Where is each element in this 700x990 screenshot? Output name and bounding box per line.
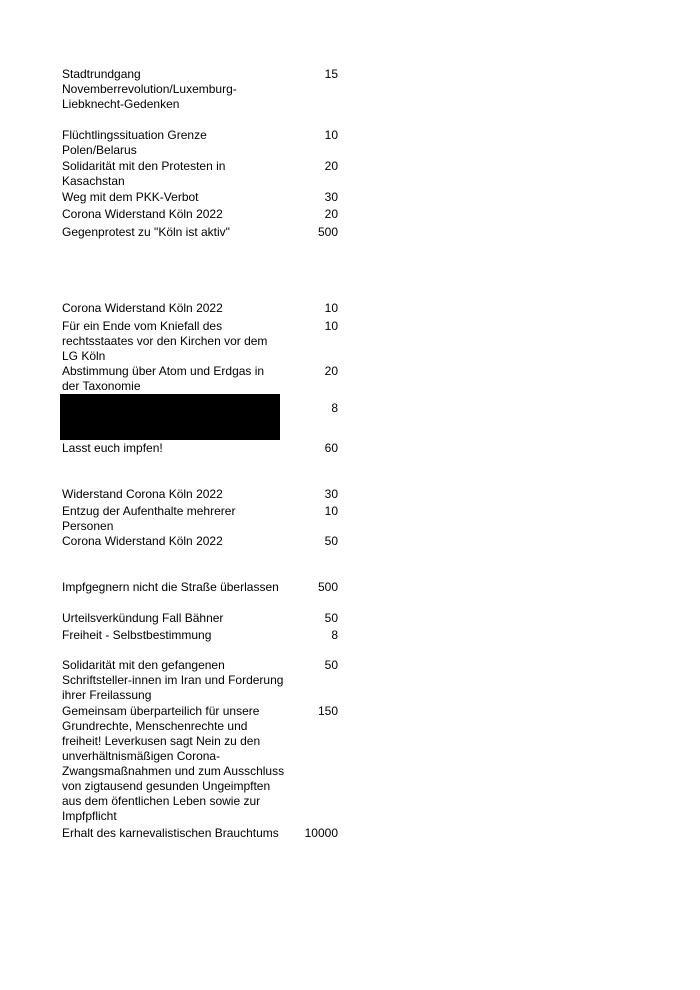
topic-text: Corona Widerstand Köln 2022 bbox=[62, 301, 223, 315]
participant-count: 15 bbox=[324, 67, 338, 81]
topic-text: Für ein Ende vom Kniefall des rechtsstaates vor den Kirchen vor dem LG Köln bbox=[62, 319, 268, 363]
participant-count: 50 bbox=[324, 658, 338, 672]
participant-count: 50 bbox=[324, 611, 338, 625]
topic-text: Lasst euch impfen! bbox=[62, 441, 163, 455]
participant-count: 150 bbox=[317, 704, 338, 718]
topic-text: Solidarität mit den gefangenen Schriftsteller-innen im Iran und Forderung ihrer Freilassung bbox=[62, 658, 284, 702]
participant-count: 30 bbox=[324, 487, 338, 501]
topic-text: Weg mit dem PKK-Verbot bbox=[62, 190, 199, 204]
topic-text: Flüchtlingssituation Grenze Polen/Belarus bbox=[62, 128, 207, 157]
participant-count: 10 bbox=[324, 128, 338, 142]
topic-text: Gemeinsam überparteilich für unsere Grundrechte, Menschenrechte und freiheit! Leverkusen sagt Nein zu den unverhältnismäßigen Corona-Zwangsmaßnahmen und zum Ausschluss von zigtausend gesunden Ungeimpften aus dem öfentlichen Leben sowie zur Impfpflicht bbox=[62, 704, 285, 823]
topic-text: Abstimmung über Atom und Erdgas in der Taxonomie bbox=[62, 364, 265, 393]
participant-count: 60 bbox=[324, 441, 338, 455]
participant-count: 500 bbox=[317, 580, 338, 594]
topic-text: Impfgegnern nicht die Straße überlassen bbox=[62, 580, 279, 594]
topic-text: Stadtrundgang Novemberrevolution/Luxemburg-Liebknecht-Gedenken bbox=[62, 67, 237, 111]
topic-text: Solidarität mit den Protesten in Kasachstan bbox=[62, 159, 226, 188]
topic-text: Widerstand Corona Köln 2022 bbox=[62, 487, 223, 501]
topic-text: Erhalt des karnevalistischen Brauchtums bbox=[62, 826, 279, 840]
participant-count: 8 bbox=[331, 401, 338, 415]
participant-count: 10 bbox=[324, 504, 338, 518]
participant-count: 20 bbox=[324, 159, 338, 173]
topic-text: Urteilsverkündung Fall Bähner bbox=[62, 611, 224, 625]
participant-count: 20 bbox=[324, 207, 338, 221]
participant-count: 10 bbox=[324, 301, 338, 315]
topic-text: Corona Widerstand Köln 2022 bbox=[62, 207, 223, 221]
topic-text: Freiheit - Selbstbestimmung bbox=[62, 628, 212, 642]
topic-text: Gegenprotest zu "Köln ist aktiv" bbox=[62, 225, 230, 239]
participant-count: 10000 bbox=[304, 826, 338, 840]
redaction-block bbox=[60, 394, 280, 440]
participant-count: 8 bbox=[331, 628, 338, 642]
topic-text: Entzug der Aufenthalte mehrerer Personen bbox=[62, 504, 236, 533]
participant-count: 500 bbox=[317, 225, 338, 239]
participant-count: 50 bbox=[324, 534, 338, 548]
participant-count: 20 bbox=[324, 364, 338, 378]
participant-count: 10 bbox=[324, 319, 338, 333]
topic-text: Corona Widerstand Köln 2022 bbox=[62, 534, 223, 548]
participant-count: 30 bbox=[324, 190, 338, 204]
